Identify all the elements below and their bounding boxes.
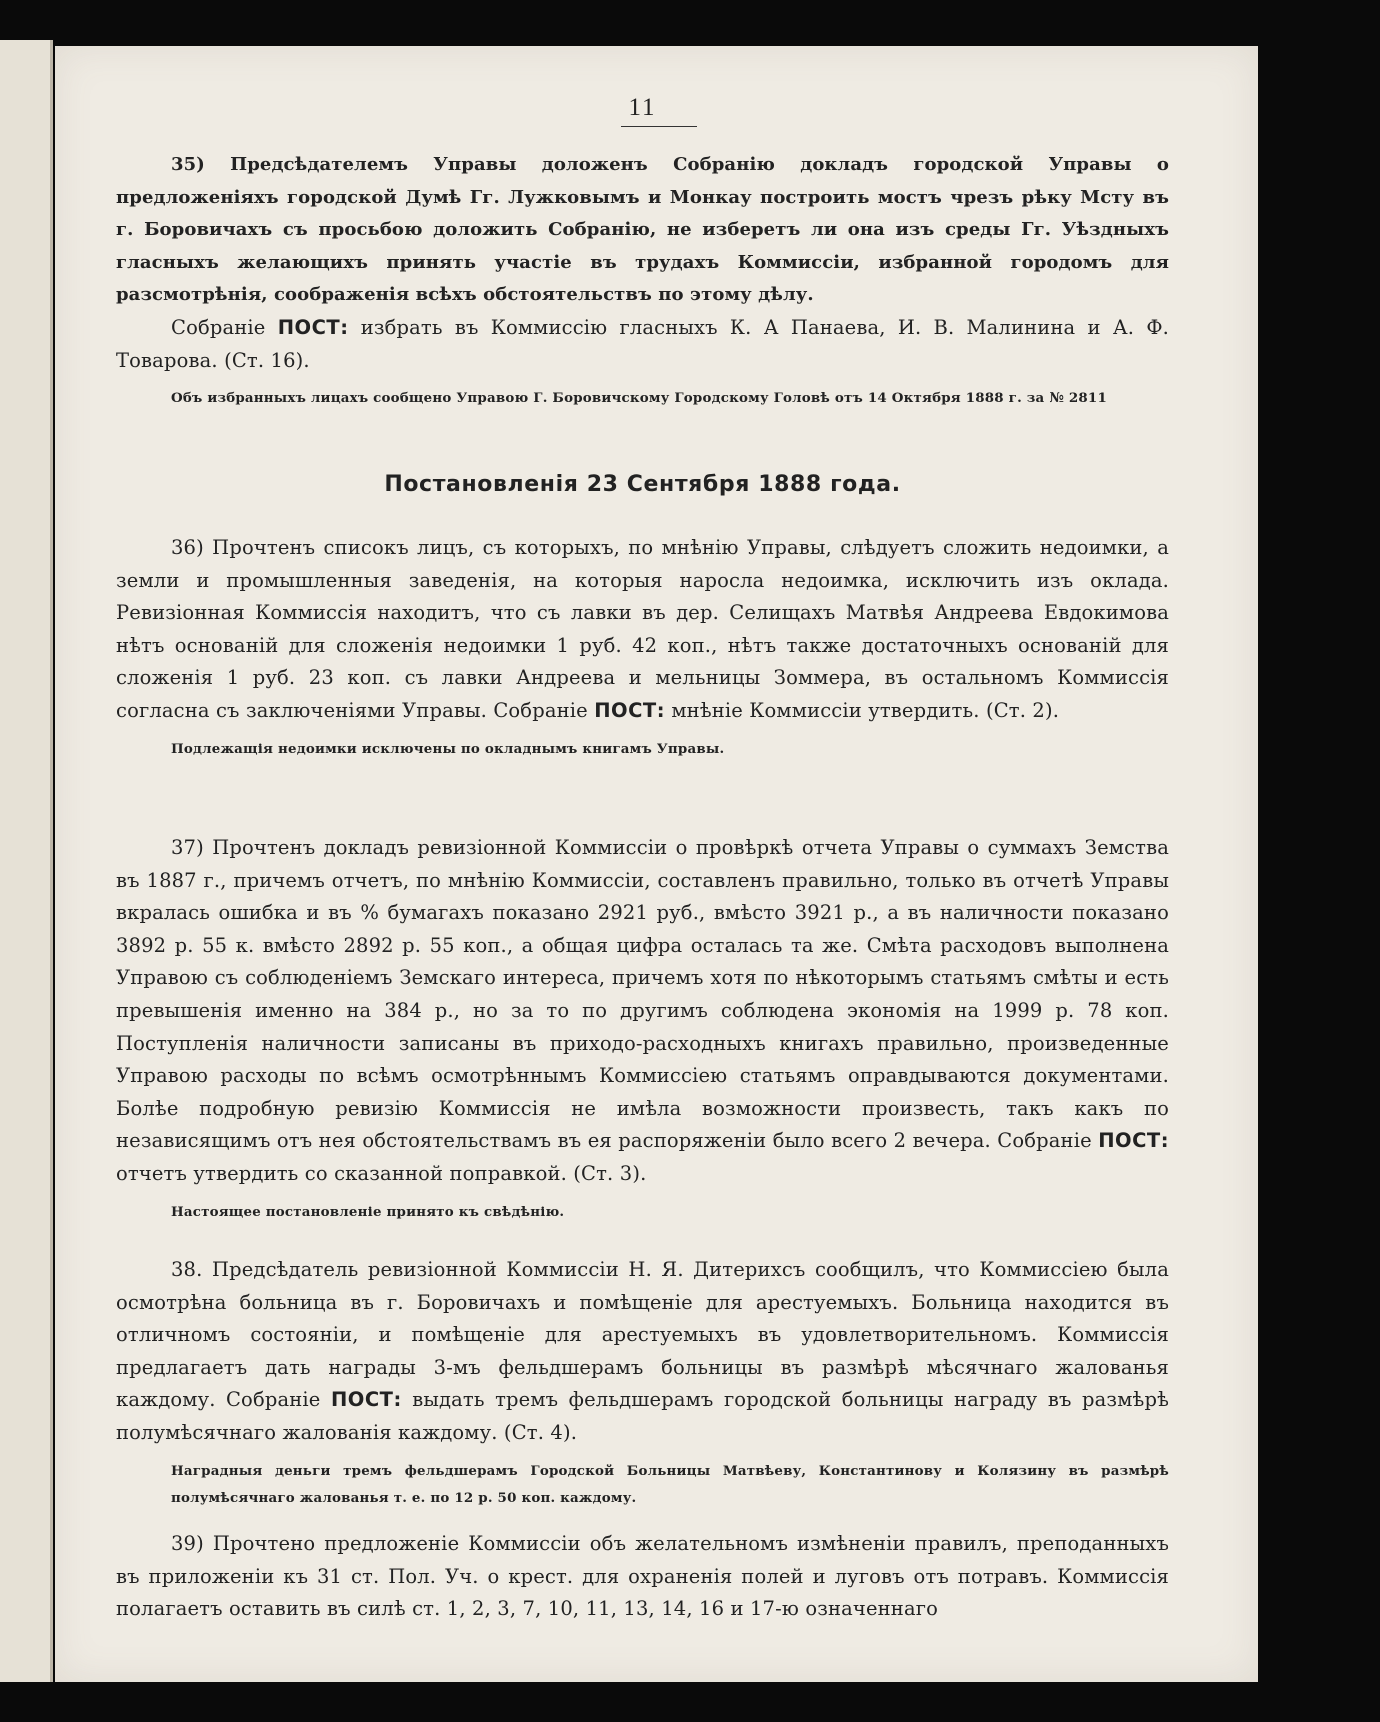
left-page-edge: [0, 40, 53, 1682]
paragraph-35-resolution: [116, 312, 1169, 377]
post-label: ПОСТ:: [1098, 1129, 1169, 1153]
resolution-text: избрать въ Коммиссію гласныхъ К. А Панаева, И. В. Малинина и А. Ф. Товарова. (Ст. 16).: [116, 315, 1169, 372]
paragraph-37-block: [116, 832, 1169, 1226]
post-label: ПОСТ:: [277, 315, 349, 339]
paragraph-36-text: 36) Прочтенъ списокъ лицъ, съ которыхъ, по мнѣнію Управы, слѣдуетъ сложить недоимки, а земли и промышленныя заведенія, на которыя наросла недоимка, исключить изъ оклада. Ревизіонная Коммиссія находитъ, что съ лавки въ дер. Селищахъ Матвѣя Андреева Евдокимова нѣтъ основаній для сложенія недоимки 1 руб. 42 коп., нѣтъ также достаточныхъ основаній для сложенія 1 руб. 23 коп. съ лавки Андреева и мельницы Зоммера, въ остальномъ Коммиссія согласна съ заключеніями Управы. Собраніе: [116, 536, 1169, 722]
paragraph-37-note: Настоящее постановленіе принято къ свѣдѣнію.: [171, 1203, 565, 1220]
percent-sign: %: [360, 901, 379, 925]
paragraph-35: 35) Предсѣдателемъ Управы доложенъ Собранію докладъ городской Управы о предложеніяхъ городской Думѣ Гг. Лужковымъ и Монкау построить мостъ чрезъ рѣку Мсту въ г. Боровичахъ съ просьбою доложить Собранію, не изберетъ ли она изъ среды Гг. Уѣздныхъ гласныхъ желающихъ принять участіе въ трудахъ Коммиссіи, избранной городомъ для разсмотрѣнія, соображенія всѣхъ обстоятельствъ по этому дѣлу.: [116, 154, 1169, 306]
book-page: [55, 46, 1258, 1682]
paragraph-36: [116, 532, 1169, 728]
paragraph-36-block: [116, 532, 1169, 763]
paragraph-36-resolution: мнѣніе Коммиссіи утвердить. (Ст. 2).: [671, 698, 1060, 722]
paragraph-38-block: [116, 1254, 1169, 1512]
paragraph-39-block: [116, 1528, 1169, 1626]
paragraph-38: [116, 1254, 1169, 1450]
paragraph-39: 39) Прочтено предложеніе Коммиссіи объ желательномъ измѣненіи правилъ, преподанныхъ въ приложеніи къ 31 ст. Пол. Уч. о крест. для охраненія полей и луговъ отъ потравъ. Коммиссія полагаетъ оставить въ силѣ ст. 1, 2, 3, 7, 10, 11, 13, 14, 16 и 17-ю означеннаго: [116, 1532, 1169, 1621]
post-label: ПОСТ:: [330, 1388, 402, 1412]
paragraph-38-note: Наградныя деньги тремъ фельдшерамъ Городской Больницы Матвѣеву, Константинову и Колязину въ размѣрѣ полумѣсячнаго жалованья т. е. по 12 р. 50 коп. каждому.: [171, 1462, 1169, 1506]
resolution-label: Собраніе: [171, 315, 266, 339]
section-heading: Постановленія 23 Сентября 1888 года.: [384, 472, 901, 497]
paragraph-36-note: Подлежащія недоимки исключены по окладнымъ книгамъ Управы.: [171, 740, 725, 757]
paragraph-38-resolution: выдать тремъ фельдшерамъ городской больницы награду въ размѣрѣ полумѣсячнаго жалованія каждому. (Ст. 4).: [116, 1388, 1169, 1444]
paragraph-37: [116, 832, 1169, 1191]
post-label: ПОСТ:: [594, 698, 665, 722]
paragraph-38-text: 38. Предсѣдатель ревизіонной Коммиссіи Н. Я. Дитерихсъ сообщилъ, что Коммиссіею была осмотрѣна больница въ г. Боровичахъ и помѣщеніе для арестуемыхъ. Больница находится въ отличномъ состояніи, и помѣщеніе для арестуемыхъ въ удовлетворительномъ. Коммиссія предлагаетъ дать награды 3-мъ фельдшерамъ больницы въ размѣрѣ мѣсячнаго жалованья каждому. Собраніе: [116, 1258, 1169, 1412]
paragraph-37-text-part1: 37) Прочтенъ докладъ ревизіонной Коммиссіи о провѣркѣ отчета Управы о суммахъ Земства въ 1887 г., причемъ отчетъ, по мнѣнію Коммиссіи, составленъ правильно, только въ отчетѣ Управы вкралась ошибка и въ: [116, 836, 1169, 925]
paragraph-35-block: [116, 149, 1169, 412]
paragraph-35-note: Объ избранныхъ лицахъ сообщено Управою Г. Боровичскому Городскому Головѣ отъ 14 Октября 1888 г. за № 2811: [171, 390, 1107, 407]
paragraph-37-resolution: отчетъ утвердить со сказанной поправкой. (Ст. 3).: [116, 1161, 647, 1185]
page-number-rule: [621, 126, 697, 127]
page-number: 11: [628, 94, 657, 121]
paragraph-37-text-part2: бумагахъ показано 2921 руб., вмѣсто 3921 р., а въ наличности показано 3892 р. 55 к. вмѣсто 2892 р. 55 коп., а общая цифра осталась та же. Смѣта расходовъ выполнена Управою съ соблюденіемъ Земскаго интереса, причемъ хотя по нѣкоторымъ статьямъ смѣты и есть превышенія именно на 384 р., но за то по другимъ соблюдена экономія на 1999 р. 78 коп. Поступленія наличности записаны въ приходо-расходныхъ книгахъ правильно, произведенные Управою расходы по всѣмъ осмотрѣннымъ Коммиссіею статьямъ оправдываются документами. Болѣе подробную ревизію Коммиссія не имѣла возможности произвесть, такъ какъ по независящимъ отъ нея обстоятельствамъ въ ея распоряженіи было всего 2 вечера. Собраніе: [116, 901, 1169, 1153]
